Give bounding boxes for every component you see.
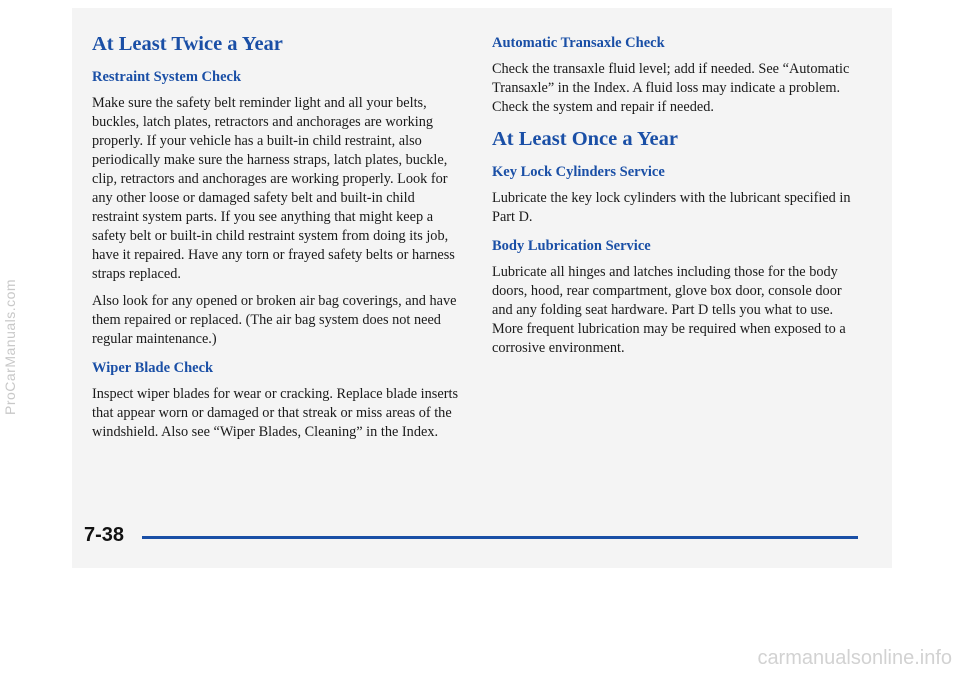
heading-key-lock-cylinders: Key Lock Cylinders Service <box>492 164 665 180</box>
page-number: 7-38 <box>84 524 125 546</box>
page-sheet <box>72 8 892 568</box>
paragraph-transaxle: Check the transaxle fluid level; add if needed. See “Automatic Transaxle” in the Index. A fluid loss may indicate a problem. Check the system and repair if needed. <box>492 61 850 115</box>
left-column <box>92 32 464 450</box>
paragraph-restraint-1: Make sure the safety belt reminder light and all your belts, buckles, latch plates, retractors and anchorages are working properly. If your vehicle has a built-in child restraint, also periodically make sure the harness straps, latch plates, buckle, clip, retractors and anchorages are working properly. Look for any other loose or damaged safety belt and built-in child restraint system parts. If you see anything that might keep a safety belt or built-in child restraint system from doing its job, have it repaired. Have any torn or frayed safety belts or harness straps replaced. <box>92 95 455 282</box>
heading-automatic-transaxle-check: Automatic Transaxle Check <box>492 35 665 51</box>
site-watermark: carmanualsonline.info <box>757 647 952 669</box>
section-title-once-a-year: At Least Once a Year <box>492 128 678 150</box>
section-title-twice-a-year: At Least Twice a Year <box>92 33 283 55</box>
footer-rule <box>142 536 858 539</box>
heading-restraint-system-check: Restraint System Check <box>92 69 242 85</box>
right-column <box>492 34 864 366</box>
watermark-text: ProCarManuals.com <box>2 278 18 415</box>
paragraph-body-lubrication: Lubricate all hinges and latches including those for the body doors, hood, rear compartment, glove box door, console door and any folding seat hardware. Part D tells you what to use. More frequent lubrication may be required when exposed to a corrosive environment. <box>492 264 846 356</box>
paragraph-key-lock: Lubricate the key lock cylinders with the lubricant specified in Part D. <box>492 190 851 225</box>
heading-body-lubrication: Body Lubrication Service <box>492 238 651 254</box>
paragraph-wiper: Inspect wiper blades for wear or cracking. Replace blade inserts that appear worn or damaged or that streak or miss areas of the windshield. Also see “Wiper Blades, Cleaning” in the Index. <box>92 386 459 440</box>
paragraph-restraint-2: Also look for any opened or broken air bag coverings, and have them repaired or replaced. (The air bag system does not need regular maintenance.) <box>92 293 457 347</box>
heading-wiper-blade-check: Wiper Blade Check <box>92 360 214 376</box>
